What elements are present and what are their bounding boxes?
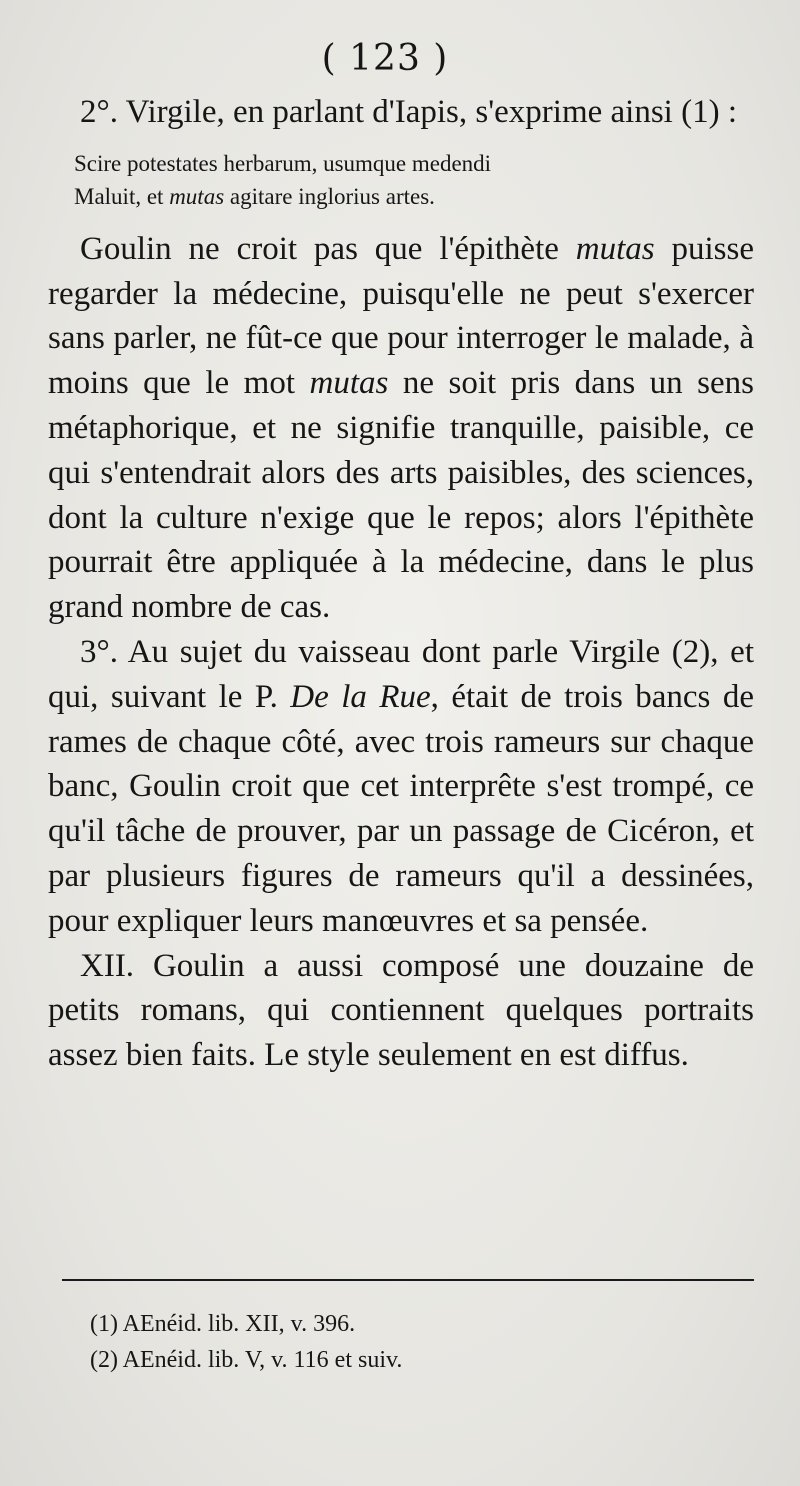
verse-line-1: Scire potestates herbarum, usumque medendi bbox=[74, 150, 492, 176]
verse-line-2-start: Maluit, et bbox=[74, 183, 170, 209]
verse-line-2 bbox=[74, 180, 754, 213]
intro-paragraph: 2°. Virgile, en parlant d'Iapis, s'exprime ainsi (1) : bbox=[80, 94, 737, 130]
footnote-divider bbox=[62, 1279, 754, 1281]
text-run: puisse regarder la médecine, puisqu'elle ne peut s'exercer sans parler, ne fût-ce que pour interroger le malade, à moins que le mot bbox=[48, 230, 754, 402]
text-run: 3°. Au sujet du vaisseau dont parle Virgile (2), et qui, suivant le P. bbox=[48, 633, 754, 715]
verse-line-2-end: agitare inglorius artes. bbox=[224, 183, 435, 209]
text-run: , était de trois bancs de rames de chaque côté, avec trois rameurs sur chaque banc, Goulin croit que cet interprête s'est trompé, ce qu'il tâche de prouver, par un passage de Cicéron, et par plusieurs figures de rameurs qu'il a dessinées, pour expliquer leurs manœuvres et sa pensée. bbox=[48, 678, 754, 939]
footnote-2: (2) AEnéid. lib. V, v. 116 et suiv. bbox=[90, 1347, 403, 1373]
main-text bbox=[48, 90, 754, 1078]
verse-italic-word: mutas bbox=[169, 183, 225, 209]
footnote-1: (1) AEnéid. lib. XII, v. 396. bbox=[90, 1311, 356, 1337]
text-run: Goulin ne croit pas que l'épithète bbox=[80, 230, 576, 267]
paragraph-vaisseau bbox=[48, 630, 754, 944]
italic-name: De la Rue bbox=[290, 678, 431, 715]
page-number: ( 123 ) bbox=[321, 38, 449, 79]
verse-quote bbox=[74, 147, 754, 213]
paragraph-goulin-mutas bbox=[48, 227, 754, 630]
italic-word: mutas bbox=[309, 365, 389, 402]
italic-word: mutas bbox=[575, 230, 655, 267]
text-run: ne soit pris dans un sens métaphorique, et ne signifie tranquille, paisible, ce qui s'entendrait alors des arts paisibles, des sciences, dont la culture n'exige que le repos; alors l'épithète pourrait être appliquée à la médecine, dans le plus grand nombre de cas. bbox=[48, 365, 755, 626]
footnotes bbox=[90, 1306, 750, 1378]
paragraph-romans: XII. Goulin a aussi composé une douzaine de petits romans, qui contiennent quelques portraits assez bien faits. Le style seulement en est diffus. bbox=[48, 947, 754, 1074]
